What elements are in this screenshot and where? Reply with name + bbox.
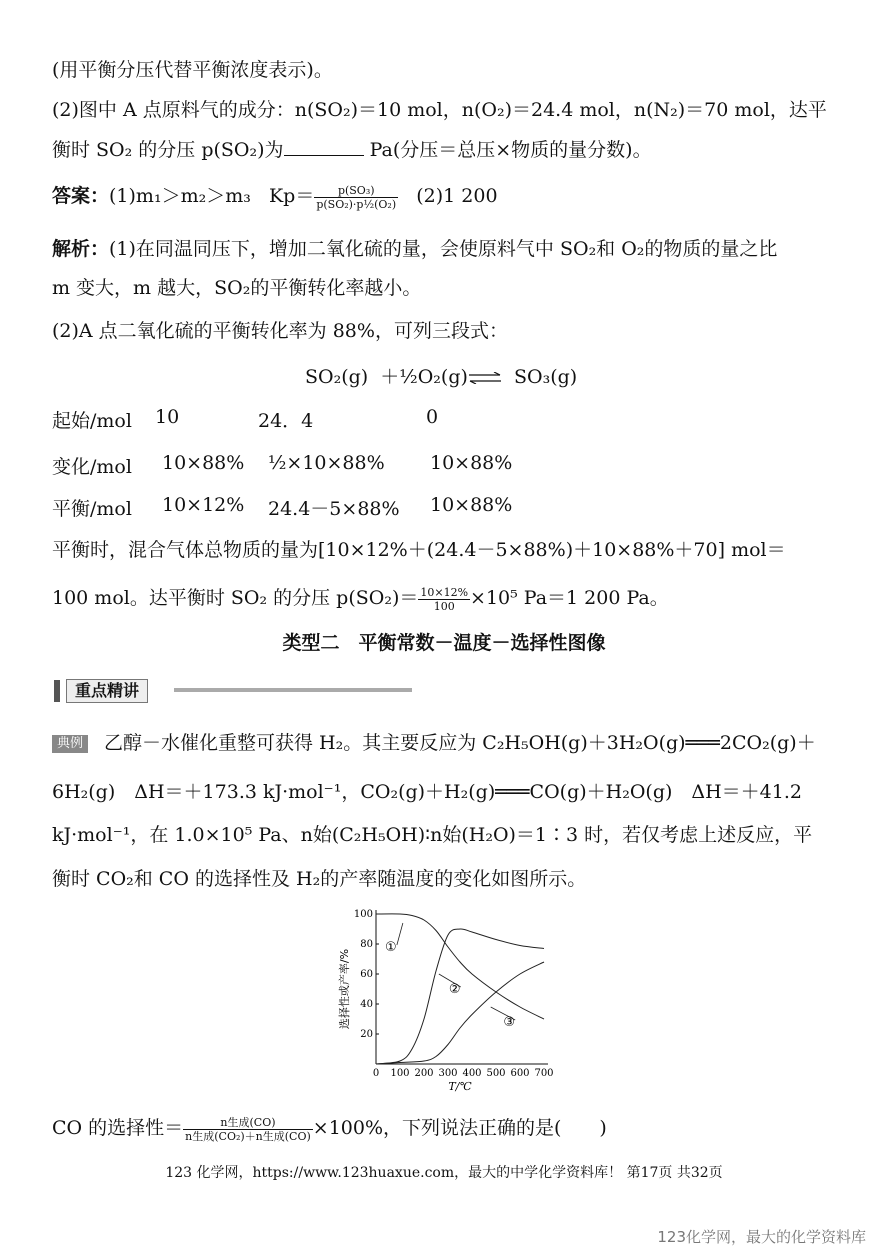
text-line-partial — [52, 585, 669, 613]
series-leader-1 — [397, 923, 403, 945]
equation — [305, 362, 577, 389]
x-tick-label: 300 — [438, 1068, 458, 1079]
text-line-2 — [52, 97, 827, 123]
y-axis-label: 选择性或产率/% — [338, 948, 351, 1030]
selectivity-chart — [330, 902, 560, 1098]
section-label: 重点精讲 — [66, 679, 148, 703]
answer-blank — [284, 155, 364, 156]
x-axis-label: T/℃ — [448, 1080, 472, 1093]
watermark: 123化学网，最大的化学资料库 — [657, 1228, 866, 1246]
y-tick-label: 60 — [360, 969, 373, 980]
text-span: 衡时 SO₂ 的分压 p(SO₂)为 — [52, 139, 284, 161]
analysis-line-2: m 变大，m 越大，SO₂的平衡转化率越小。 — [52, 277, 422, 299]
text-span: 100 mol。达平衡时 SO₂ 的分压 p(SO₂)＝ — [52, 587, 419, 609]
analysis-line-1 — [52, 236, 777, 262]
series-label-2: ② — [448, 982, 461, 997]
equilibrium-arrow-icon — [468, 372, 502, 384]
fraction-numerator: n生成(CO) — [183, 1116, 313, 1130]
row-start-label: 起始/mol — [52, 410, 132, 432]
co-selectivity-fraction — [183, 1116, 313, 1143]
x-tick-label: 700 — [534, 1068, 554, 1079]
eq-reactant-1: SO₂(g) — [305, 366, 369, 388]
row-eq-label: 平衡/mol — [52, 498, 132, 520]
text-span: ×10⁵ Pa＝1 200 Pa。 — [470, 587, 669, 609]
fraction-denominator: n生成(CO₂)＋n生成(CO) — [185, 1129, 311, 1143]
analysis-line-3: (2)A 点二氧化硫的平衡转化率为 88%，可列三段式： — [52, 320, 508, 342]
x-tick-label: 600 — [510, 1068, 530, 1079]
text-line-total: 平衡时，混合气体总物质的量为[10×12%＋(24.4－5×88%)＋10×88%＋70] mol＝ — [52, 539, 786, 561]
example-line-4: 衡时 CO₂和 CO 的选择性及 H₂的产率随温度的变化如图所示。 — [52, 868, 587, 890]
text-line-1: (用平衡分压代替平衡浓度表示)。 — [52, 59, 333, 81]
row-change-label: 变化/mol — [52, 456, 132, 478]
row-change-c3: 10×88% — [430, 452, 513, 474]
y-tick-label: 100 — [353, 909, 373, 920]
row-eq-c1: 10×12% — [162, 494, 245, 516]
text-span: CO 的选择性＝ — [52, 1117, 184, 1139]
section-bar — [54, 680, 60, 702]
kp-denominator: p(SO₂)·p½(O₂) — [316, 197, 397, 211]
row-change-c1: 10×88% — [162, 452, 245, 474]
eq-reactant-2: ＋½O₂(g) — [380, 366, 468, 388]
text-line-3 — [52, 137, 652, 163]
answer-part-1: (1)m₁＞m₂＞m₃ — [109, 185, 251, 207]
kp-numerator: p(SO₃) — [314, 184, 398, 198]
example-line-2: 6H₂(g) ΔH＝＋173.3 kJ·mol⁻¹，CO₂(g)＋H₂(g)═══CO(g)＋H₂O(g) ΔH＝＋41.2 — [52, 781, 802, 803]
answer-label: 答案： — [52, 185, 110, 207]
example-tag: 典例 — [52, 735, 88, 753]
co-selectivity-line — [52, 1115, 607, 1143]
x-tick-label: 200 — [414, 1068, 434, 1079]
series-label-3: ③ — [503, 1015, 516, 1030]
section-label-box — [54, 678, 412, 704]
x-tick-label: 500 — [486, 1068, 506, 1079]
series-line-3 — [376, 962, 544, 1064]
kp-label: Kp＝ — [268, 185, 315, 207]
x-tick-label: 100 — [390, 1068, 410, 1079]
kp-fraction — [314, 184, 398, 211]
answer-part-2: (2)1 200 — [416, 185, 498, 207]
row-start-c2: 24．4 — [258, 410, 314, 432]
page-footer: 123 化学网，https://www.123huaxue.com，最大的中学化学资料库！ 第17页 共32页 — [165, 1165, 723, 1181]
section-heading: 类型二 平衡常数－温度－选择性图像 — [282, 632, 606, 654]
text-span: n(SO₂)＝10 mol，n(O₂)＝24.4 mol，n(N₂)＝70 mol，达平 — [294, 99, 827, 121]
eq-product: SO₃(g) — [514, 366, 578, 388]
row-start-c1: 10 — [155, 406, 180, 428]
text-span: (1)在同温同压下，增加二氧化硫的量，会使原料气中 SO₂和 O₂的物质的量之比 — [109, 238, 778, 260]
y-tick-label: 40 — [360, 999, 373, 1010]
x-tick-label: 400 — [462, 1068, 482, 1079]
y-tick-label: 80 — [360, 939, 373, 950]
analysis-label: 解析： — [52, 238, 110, 260]
fraction-denominator: 100 — [433, 599, 455, 613]
x-tick-label: 0 — [372, 1068, 380, 1079]
fraction-numerator: 10×12% — [420, 585, 469, 599]
example-line-3: kJ·mol⁻¹，在 1.0×10⁵ Pa、n始(C₂H₅OH)∶n始(H₂O)＝1∶3 时，若仅考虑上述反应，平 — [52, 824, 813, 846]
section-rule — [174, 688, 412, 692]
row-eq-c2: 24.4－5×88% — [268, 498, 400, 520]
example-line-1 — [52, 730, 816, 756]
y-tick-label: 20 — [360, 1029, 373, 1040]
row-eq-c3: 10×88% — [430, 494, 513, 516]
series-label-1: ① — [385, 940, 397, 955]
text-span: (2)图中 A 点原料气的成分： — [52, 99, 295, 121]
text-span: ×100%，下列说法正确的是( ) — [312, 1117, 607, 1139]
row-start-c3: 0 — [426, 406, 439, 428]
text-span: Pa(分压＝总压×物质的量分数)。 — [369, 139, 652, 161]
row-change-c2: ½×10×88% — [268, 452, 385, 474]
text-span: 乙醇－水催化重整可获得 H₂。其主要反应为 C₂H₅OH(g)＋3H₂O(g)═══2CO₂(g)＋ — [104, 732, 816, 754]
answer-line — [52, 183, 498, 211]
partial-fraction — [418, 586, 470, 613]
